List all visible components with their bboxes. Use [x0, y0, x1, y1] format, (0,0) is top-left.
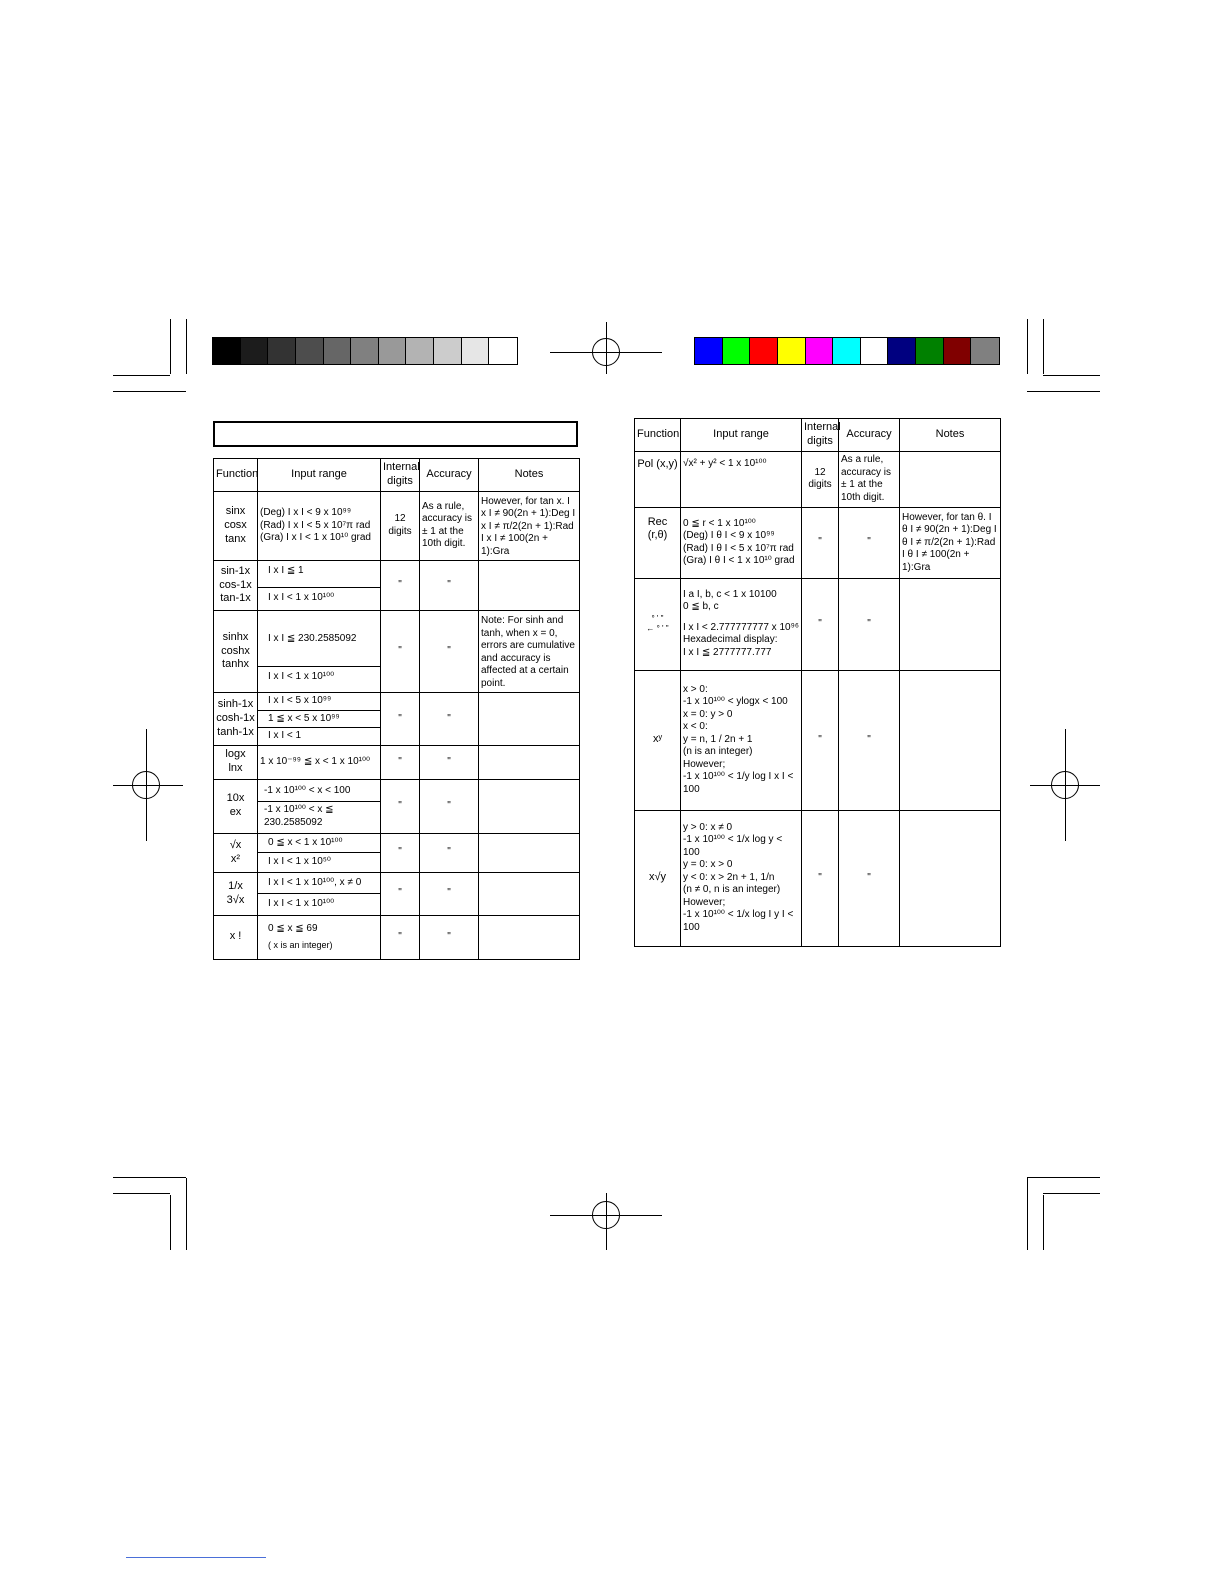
footer-underline — [126, 1557, 266, 1558]
range-line: I x I < 1 — [258, 727, 380, 745]
digits-cell: " — [381, 611, 420, 693]
digits-cell: " — [381, 745, 420, 779]
table-row — [635, 451, 1001, 507]
notes-cell — [479, 693, 580, 746]
range-line: (Rad) I x I < 5 x 10⁷π rad — [260, 519, 371, 531]
range-line: Hexadecimal display: — [683, 634, 778, 646]
digits-cell: " — [381, 779, 420, 833]
header-notes: Notes — [900, 419, 1001, 452]
accuracy-cell: " — [420, 872, 479, 915]
color-swatch — [833, 338, 861, 364]
range-line: I x I < 5 x 10⁹⁹ — [268, 695, 332, 706]
digits-cell: " — [802, 507, 839, 578]
range-line: 0 ≦ x < 1 x 10¹⁰⁰ — [268, 836, 343, 848]
color-swatch — [351, 338, 379, 364]
range-line: -1 x 10¹⁰⁰ < 1/y log I x I < 100 — [683, 771, 794, 795]
header-internal-digits: Internal digits — [381, 459, 420, 492]
notes-cell — [900, 810, 1001, 946]
header-function: Function — [635, 419, 681, 452]
input-range-cell — [258, 561, 381, 611]
range-line: y > 0: x ≠ 0 — [683, 821, 733, 833]
notes-cell: However, for tan θ. I θ I ≠ 90(2n + 1):Deg I θ I ≠ π/2(2n + 1):Rad I θ I ≠ 100(2n + 1):Gra — [900, 507, 1001, 578]
digits-cell: " — [802, 810, 839, 946]
color-swatch — [213, 338, 241, 364]
range-line: 0 ≦ r < 1 x 10¹⁰⁰ — [683, 517, 756, 529]
color-swatch — [723, 338, 751, 364]
range-line: I x I ≦ 230.2585092 — [268, 633, 357, 644]
range-line: However; — [683, 896, 726, 908]
range-line: I x I < 1 x 10¹⁰⁰ — [258, 893, 380, 915]
range-line: (n is an integer) — [683, 746, 753, 758]
color-swatch — [750, 338, 778, 364]
function-cell: 1/x 3√x — [214, 872, 258, 915]
digits-cell: " — [381, 561, 420, 611]
table-row — [214, 611, 580, 693]
color-swatch — [268, 338, 296, 364]
accuracy-cell: " — [839, 670, 900, 810]
accuracy-cell: " — [839, 507, 900, 578]
notes-cell — [479, 833, 580, 872]
range-line: However; — [683, 758, 726, 770]
function-cell: sinx cosx tanx — [214, 491, 258, 561]
digits-cell: " — [802, 578, 839, 670]
function-cell: sin-1x cos-1x tan-1x — [214, 561, 258, 611]
range-line: (n ≠ 0, n is an integer) — [683, 884, 781, 896]
accuracy-cell: " — [420, 745, 479, 779]
range-line: x = 0: y > 0 — [683, 708, 733, 720]
digits-cell: 12 digits — [381, 491, 420, 561]
input-range-cell — [258, 611, 381, 693]
range-line: I x I < 1 x 10¹⁰⁰ — [258, 587, 380, 610]
digits-cell: " — [381, 833, 420, 872]
accuracy-cell: " — [420, 561, 479, 611]
header-internal-digits: Internal digits — [802, 419, 839, 452]
table-row — [214, 779, 580, 833]
table-row — [214, 693, 580, 746]
range-line: -1 x 10¹⁰⁰ < ylogx < 100 — [683, 696, 788, 708]
table-row — [214, 872, 580, 915]
input-range-cell — [681, 578, 802, 670]
function-cell: sinhx coshx tanhx — [214, 611, 258, 693]
range-line: 1 ≦ x < 5 x 10⁹⁹ — [258, 710, 380, 728]
range-line: (Gra) I θ I < 1 x 10¹⁰ grad — [683, 555, 795, 566]
range-line: y = 0: x > 0 — [683, 859, 733, 871]
range-line: 0 ≦ b, c — [683, 601, 719, 613]
function-cell: x ! — [214, 915, 258, 959]
header-input-range: Input range — [681, 419, 802, 452]
range-line: (Gra) I x I < 1 x 10¹⁰ grad — [260, 532, 371, 543]
accuracy-cell: " — [420, 833, 479, 872]
range-line: -1 x 10¹⁰⁰ < 1/x log I y I < 100 — [683, 909, 794, 933]
range-line: I x I < 2.777777777 x 10⁹⁶ — [683, 621, 799, 633]
color-swatch — [241, 338, 269, 364]
range-line: I x I ≦ 2777777.777 — [683, 646, 772, 658]
accuracy-cell: " — [420, 915, 479, 959]
grayscale-bar — [212, 337, 518, 365]
table-row — [635, 810, 1001, 946]
notes-cell — [479, 872, 580, 915]
digits-cell: " — [381, 693, 420, 746]
range-line: y < 0: x > 2n + 1, 1/n — [683, 871, 775, 883]
function-cell: √x x² — [214, 833, 258, 872]
color-swatch — [324, 338, 352, 364]
function-cell: 10x ex — [214, 779, 258, 833]
color-swatch — [296, 338, 324, 364]
input-range-cell — [258, 779, 381, 833]
input-range-cell: √x² + y² < 1 x 10¹⁰⁰ — [681, 451, 802, 507]
notes-cell — [479, 779, 580, 833]
range-line: y = n, 1 / 2n + 1 — [683, 733, 753, 745]
color-swatch — [379, 338, 407, 364]
range-line: I x I < 1 x 10¹⁰⁰ — [258, 666, 380, 691]
input-range-cell — [258, 693, 381, 746]
input-range-cell — [258, 872, 381, 915]
function-cell: ° ' " ← ° ' " — [635, 578, 681, 670]
header-function: Function — [214, 459, 258, 492]
input-range-cell — [258, 915, 381, 959]
table-row — [214, 915, 580, 959]
range-line: I x I < 1 x 10⁵⁰ — [258, 852, 380, 872]
range-line: -1 x 10¹⁰⁰ < 1/x log y < 100 — [683, 834, 783, 858]
section-title-box — [213, 421, 578, 447]
range-line: I a I, b, c < 1 x 10100 — [683, 588, 777, 600]
notes-cell — [900, 670, 1001, 810]
accuracy-cell: As a rule, accuracy is ± 1 at the 10th digit. — [420, 491, 479, 561]
range-line: I x I < 1 x 10¹⁰⁰, x ≠ 0 — [268, 876, 362, 888]
range-line: 0 ≦ x ≦ 69 — [268, 923, 318, 935]
digits-cell: " — [802, 670, 839, 810]
notes-cell — [479, 561, 580, 611]
input-range-cell — [681, 507, 802, 578]
digits-cell: " — [381, 872, 420, 915]
accuracy-cell: " — [839, 810, 900, 946]
range-line: -1 x 10¹⁰⁰ < x ≦ 230.2585092 — [258, 801, 380, 831]
header-input-range: Input range — [258, 459, 381, 492]
color-swatch — [971, 338, 999, 364]
color-swatch — [888, 338, 916, 364]
input-range-cell — [258, 491, 381, 561]
color-swatch — [916, 338, 944, 364]
table-row — [635, 507, 1001, 578]
header-accuracy: Accuracy — [420, 459, 479, 492]
input-range-cell — [681, 670, 802, 810]
color-swatch — [806, 338, 834, 364]
digits-cell: 12 digits — [802, 451, 839, 507]
header-accuracy: Accuracy — [839, 419, 900, 452]
table-row — [214, 561, 580, 611]
color-bar — [694, 337, 1000, 365]
range-line: I x I ≦ 1 — [268, 565, 304, 576]
range-line: (Deg) I x I < 9 x 10⁹⁹ — [260, 507, 352, 518]
notes-cell: However, for tan x. I x I ≠ 90(2n + 1):Deg I x I ≠ π/2(2n + 1):Rad I x I ≠ 100(2n + 1):Gra — [479, 491, 580, 561]
left-spec-table — [213, 458, 580, 960]
accuracy-cell: " — [420, 611, 479, 693]
accuracy-cell: " — [420, 693, 479, 746]
accuracy-cell: " — [839, 578, 900, 670]
function-cell: x√y — [635, 810, 681, 946]
header-notes: Notes — [479, 459, 580, 492]
table-row — [214, 491, 580, 561]
accuracy-cell: " — [420, 779, 479, 833]
right-spec-table — [634, 418, 1001, 947]
color-swatch — [489, 338, 517, 364]
range-line: (Rad) I θ I < 5 x 10⁷π rad — [683, 542, 794, 554]
function-cell: xʸ — [635, 670, 681, 810]
accuracy-cell: As a rule, accuracy is ± 1 at the 10th digit. — [839, 451, 900, 507]
function-cell: sinh-1x cosh-1x tanh-1x — [214, 693, 258, 746]
table-row — [214, 745, 580, 779]
input-range-cell — [681, 810, 802, 946]
notes-cell: Note: For sinh and tanh, when x = 0, errors are cumulative and accuracy is affected at a certain point. — [479, 611, 580, 693]
table-row — [635, 670, 1001, 810]
function-cell: Pol (x,y) — [635, 451, 681, 507]
color-swatch — [462, 338, 490, 364]
color-swatch — [861, 338, 889, 364]
function-cell: logx lnx — [214, 745, 258, 779]
function-cell: Rec (r,θ) — [635, 507, 681, 578]
notes-cell — [479, 915, 580, 959]
range-line: -1 x 10¹⁰⁰ < x < 100 — [264, 784, 351, 796]
notes-cell — [479, 745, 580, 779]
table-row — [635, 578, 1001, 670]
color-swatch — [406, 338, 434, 364]
color-swatch — [778, 338, 806, 364]
input-range-cell: 1 x 10⁻⁹⁹ ≦ x < 1 x 10¹⁰⁰ — [258, 745, 381, 779]
notes-cell — [900, 578, 1001, 670]
input-range-cell — [258, 833, 381, 872]
range-line: (Deg) I θ I < 9 x 10⁹⁹ — [683, 530, 775, 541]
notes-cell — [900, 451, 1001, 507]
color-swatch — [434, 338, 462, 364]
table-row — [214, 833, 580, 872]
range-line: x > 0: — [683, 683, 708, 695]
range-line: ( x is an integer) — [268, 939, 333, 950]
color-swatch — [695, 338, 723, 364]
range-line: x < 0: — [683, 721, 708, 733]
digits-cell: " — [381, 915, 420, 959]
color-swatch — [944, 338, 972, 364]
